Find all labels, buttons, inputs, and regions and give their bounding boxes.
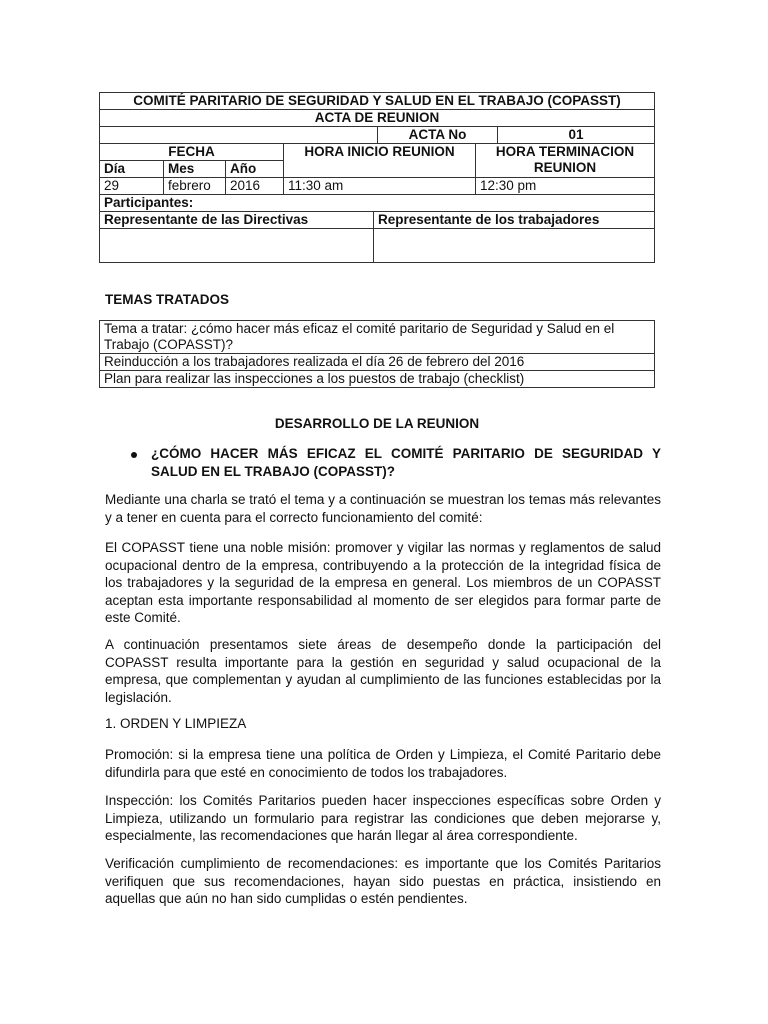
mes-label: Mes bbox=[164, 161, 226, 178]
dia-value: 29 bbox=[100, 178, 164, 195]
hora-fin-value: 12:30 pm bbox=[476, 178, 655, 195]
acta-number-label: ACTA No bbox=[378, 127, 498, 144]
paragraph-mision: El COPASST tiene una noble misión: promover y vigilar las normas y reglamentos de salud ocupacional dentro de la empresa, contribuyendo a la protección de la integridad física de los trabajadores y la seguridad de la empresa en general. Los miembros de un COPASST aceptan esta importante responsabilidad al momento de ser elegidos para formar parte de este Comité. bbox=[105, 540, 661, 625]
tema-item: Tema a tratar: ¿cómo hacer más eficaz el comité paritario de Seguridad y Salud en el Trabajo (COPASST)? bbox=[100, 321, 655, 354]
directivas-cell bbox=[100, 229, 374, 263]
acta-blank-cell bbox=[100, 127, 378, 144]
tema-item: Plan para realizar las inspecciones a los puestos de trabajo (checklist) bbox=[100, 371, 655, 388]
acta-number: 01 bbox=[498, 127, 655, 144]
paragraph-inspeccion: Inspección: los Comités Paritarios pueden hacer inspecciones específicas sobre Orden y Limpieza, utilizando un formulario para registrar las condiciones que deben mejorarse y, especialmente, las recomendaciones que harán llegar al área correspondiente. bbox=[105, 793, 661, 843]
temas-table bbox=[99, 320, 655, 388]
hora-inicio-value: 11:30 am bbox=[284, 178, 476, 195]
acta-title: COMITÉ PARITARIO DE SEGURIDAD Y SALUD EN EL TRABAJO (COPASST) bbox=[100, 93, 655, 110]
fecha-label: FECHA bbox=[100, 144, 284, 161]
paragraph-promocion: Promoción: si la empresa tiene una política de Orden y Limpieza, el Comité Paritario debe difundirla para que esté en conocimiento de todos los trabajadores. bbox=[105, 747, 661, 780]
hora-fin-label: HORA TERMINACION REUNION bbox=[476, 144, 655, 178]
paragraph-intro: Mediante una charla se trató el tema y a continuación se muestran los temas más relevantes y a tener en cuenta para el correcto funcionamiento del comité: bbox=[105, 492, 661, 525]
hora-inicio-label: HORA INICIO REUNION bbox=[284, 144, 476, 178]
acta-header-table bbox=[99, 92, 655, 263]
trabajadores-cell bbox=[374, 229, 655, 263]
tema-item: Reinducción a los trabajadores realizada el día 26 de febrero del 2016 bbox=[100, 354, 655, 371]
directivas-label: Representante de las Directivas bbox=[100, 212, 374, 229]
participantes-label: Participantes: bbox=[100, 195, 655, 212]
dia-label: Día bbox=[100, 161, 164, 178]
paragraph-areas: A continuación presentamos siete áreas de desempeño donde la participación del COPASST resulta importante para la gestión en seguridad y salud ocupacional de la empresa, que complementan y ayudan al cumplimiento de las funciones establecidas por la legislación. bbox=[105, 637, 661, 705]
paragraph-verificacion: Verificación cumplimiento de recomendaciones: es importante que los Comités Paritarios verifiquen que sus recomendaciones, hayan sido puestas en práctica, insistiendo en aquellas que aún no han sido cumplidas o estén pendientes. bbox=[105, 856, 661, 906]
trabajadores-label: Representante de los trabajadores bbox=[374, 212, 655, 229]
mes-value: febrero bbox=[164, 178, 226, 195]
desarrollo-heading: DESARROLLO DE LA REUNION bbox=[274, 416, 480, 431]
bullet-icon bbox=[131, 452, 137, 458]
section-heading: 1. ORDEN Y LIMPIEZA bbox=[105, 716, 247, 731]
acta-subtitle: ACTA DE REUNION bbox=[100, 110, 655, 127]
anio-value: 2016 bbox=[226, 178, 284, 195]
temas-heading: TEMAS TRATADOS bbox=[105, 292, 229, 307]
anio-label: Año bbox=[226, 161, 284, 178]
desarrollo-bullet: ¿CÓMO HACER MÁS EFICAZ EL COMITÉ PARITARIO DE SEGURIDAD Y SALUD EN EL TRABAJO (COPASST)? bbox=[151, 446, 661, 479]
